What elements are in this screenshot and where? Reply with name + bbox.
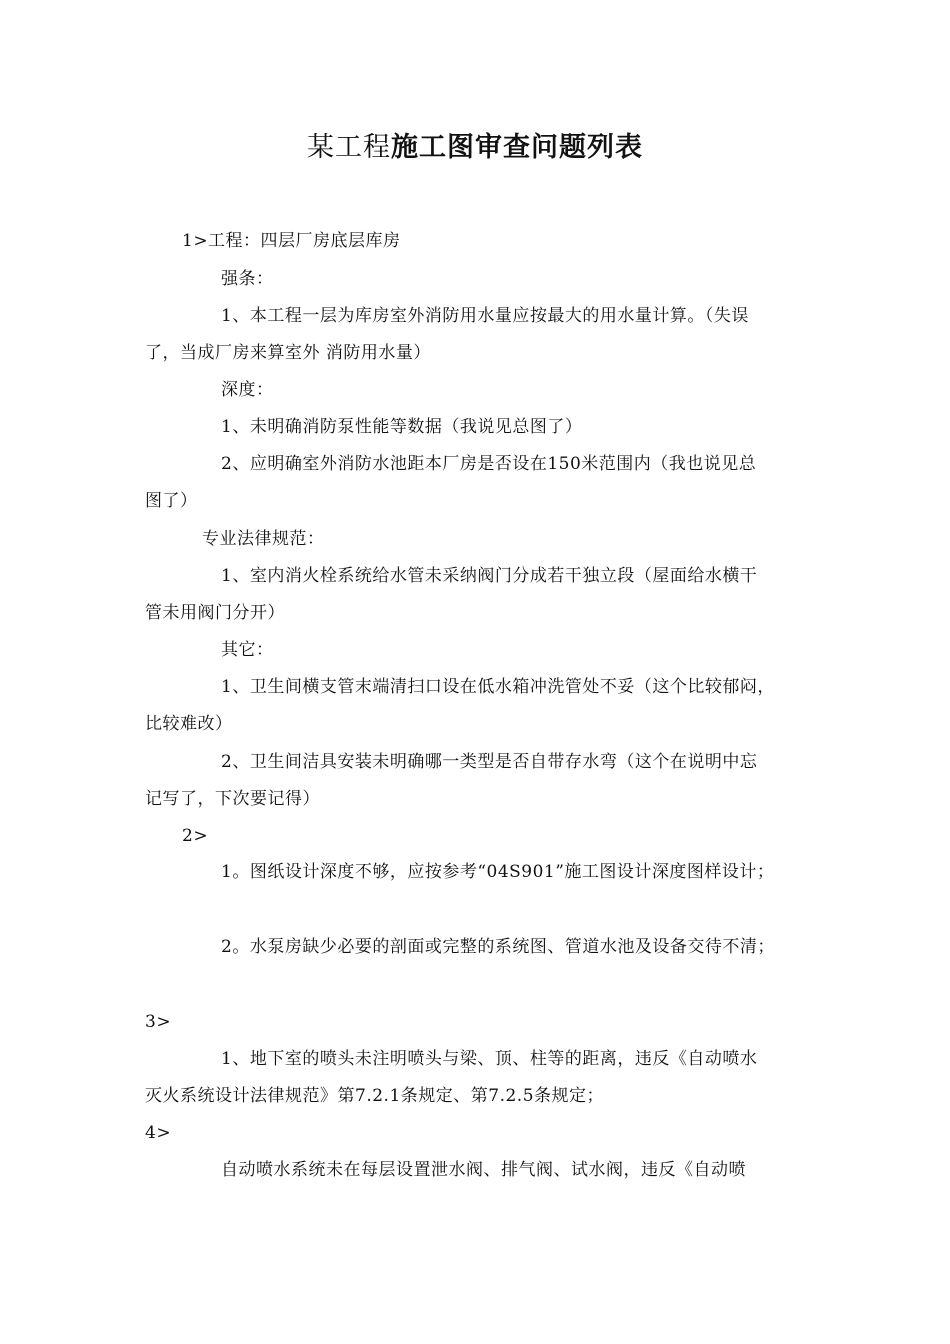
paragraph-line: 图了） xyxy=(145,491,198,511)
section-depth-heading: 深度： xyxy=(221,380,274,400)
title-bold: 施工图审查问题列表 xyxy=(391,132,643,163)
paragraph-line: 记写了，下次要记得） xyxy=(145,789,320,809)
section-other-heading: 其它： xyxy=(221,640,274,660)
project-2-heading: 2> xyxy=(182,826,209,846)
paragraph-line: 管未用阀门分开） xyxy=(145,603,285,623)
paragraph-line: 1、地下室的喷头未注明喷头与梁、顶、柱等的距离，违反《自动喷水 xyxy=(221,1049,758,1069)
section-code-heading: 专业法律规范： xyxy=(202,529,325,549)
paragraph-line: 2、卫生间洁具安装未明确哪一类型是否自带存水弯（这个在说明中忘 xyxy=(221,752,758,772)
paragraph-line: 灭火系统设计法律规范》第7.2.1条规定、第7.2.5条规定； xyxy=(145,1086,605,1106)
paragraph-line: 1、室内消火栓系统给水管未采纳阀门分成若干独立段（屋面给水横干 xyxy=(221,566,758,586)
section-mandatory-heading: 强条： xyxy=(221,269,274,289)
paragraph-line: 2。水泵房缺少必要的剖面或完整的系统图、管道水池及设备交待不清； xyxy=(221,937,775,957)
document-title xyxy=(0,128,950,168)
project-1-heading: 1>工程：四层厂房底层库房 xyxy=(182,231,401,251)
title-plain: 某工程 xyxy=(307,132,391,163)
project-4-heading: 4> xyxy=(145,1123,172,1143)
paragraph-line: 自动喷水系统未在每层设置泄水阀、排气阀、试水阀，违反《自动喷 xyxy=(221,1160,746,1180)
paragraph-line: 了，当成厂房来算室外 消防用水量） xyxy=(145,343,431,363)
paragraph-line: 2、应明确室外消防水池距本厂房是否设在150米范围内（我也说见总 xyxy=(221,454,757,474)
paragraph-line: 1、本工程一层为库房室外消防用水量应按最大的用水量计算。（失误 xyxy=(221,306,749,326)
paragraph-line: 比较难改） xyxy=(145,714,233,734)
paragraph-line: 1。图纸设计深度不够，应按参考“04S901”施工图设计深度图样设计； xyxy=(221,862,775,882)
paragraph-line: 1、未明确消防泵性能等数据（我说见总图了） xyxy=(221,417,583,437)
project-3-heading: 3> xyxy=(145,1012,172,1032)
paragraph-line: 1、卫生间横支管末端清扫口设在低水箱冲洗管处不妥（这个比较郁闷， xyxy=(221,677,775,697)
